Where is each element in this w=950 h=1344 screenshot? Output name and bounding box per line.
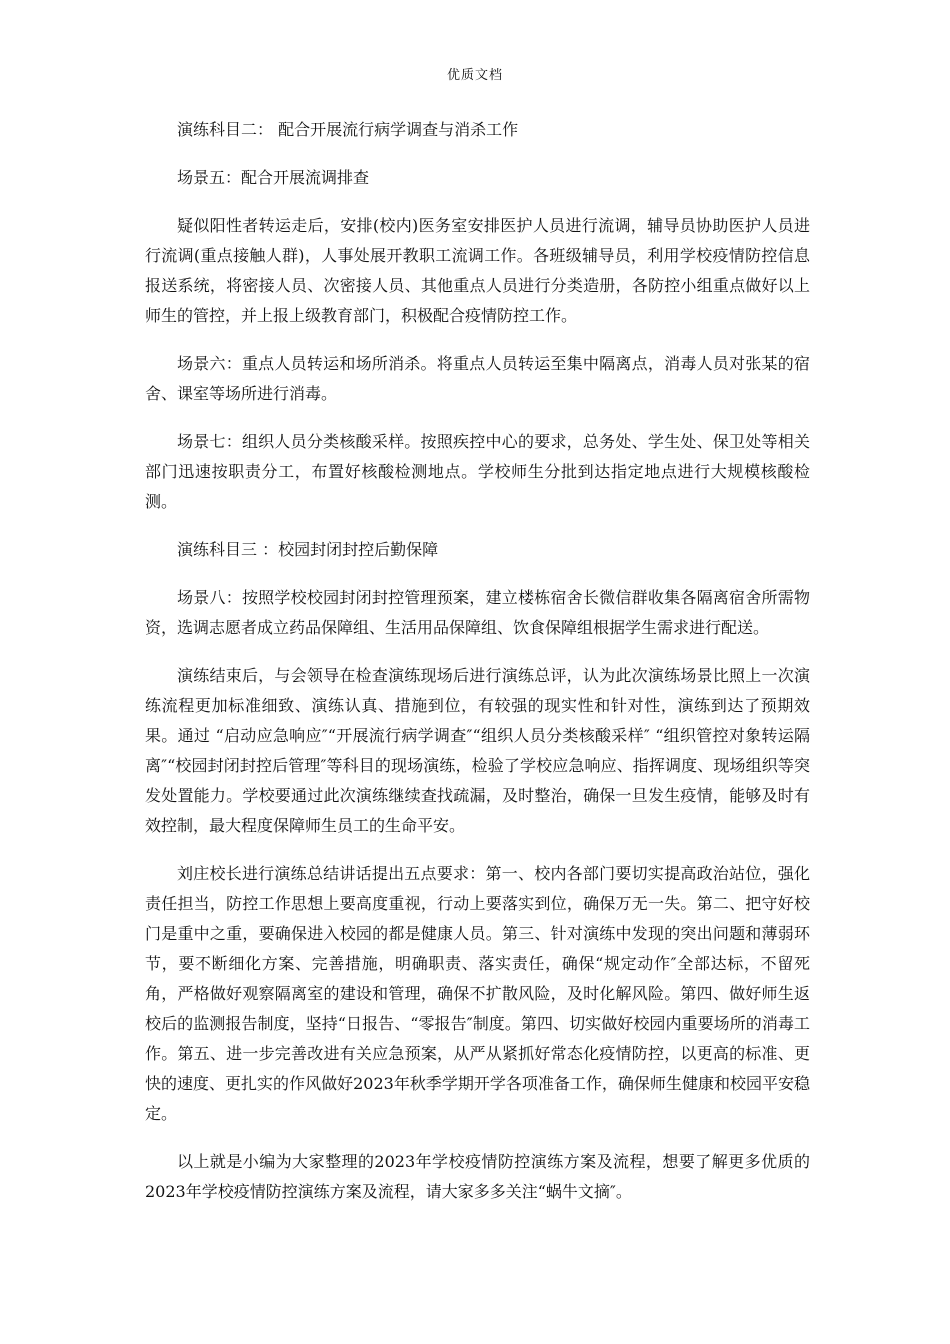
section-heading-drill-two: 演练科目二： 配合开展流行病学调查与消杀工作 (177, 120, 519, 139)
paragraph-closing: 以上就是小编为大家整理的2023年学校疫情防控演练方案及流程，想要了解更多优质的2023年学校疫情防控演练方案及流程，请大家多多关注“蜗牛文摘″。 (145, 1152, 810, 1201)
paragraph-scene-six: 场景六：重点人员转运和场所消杀。将重点人员转运至集中隔离点，消毒人员对张某的宿舍、课室等场所进行消毒。 (145, 354, 810, 403)
paragraph-scene-eight: 场景八：按照学校校园封闭封控管理预案，建立楼栋宿舍长微信群收集各隔离宿舍所需物资，选调志愿者成立药品保障组、生活用品保障组、饮食保障组根据学生需求进行配送。 (145, 588, 810, 637)
paragraph-drill-summary: 演练结束后，与会领导在检查演练现场后进行演练总评，认为此次演练场景比照上一次演练流程更加标准细致、演练认真、措施到位，有较强的现实性和针对性，演练到达了预期效果。通过 “启动应急响应″“开展流行病学调查″“组织人员分类核酸采样″ “组织管控对象转运隔离″“校园封闭封控后管理″等科目的现场演练，检验了学校应急响应、指挥调度、现场组织等突发处置能力。学校要通过此次演练继续查找疏漏，及时整治，确保一旦发生疫情，能够及时有效控制，最大程度保障师生员工的生命平安。 (145, 666, 810, 835)
paragraph-scene-seven: 场景七：组织人员分类核酸采样。按照疾控中心的要求，总务处、学生处、保卫处等相关部门迅速按职责分工，布置好核酸检测地点。学校师生分批到达指定地点进行大规模核酸检测。 (145, 432, 810, 511)
scene-five-heading: 场景五：配合开展流调排查 (177, 168, 370, 187)
section-heading-drill-three: 演练科目三 ：校园封闭封控后勤保障 (177, 540, 439, 559)
document-body (145, 115, 810, 1225)
page-header: 优质文档 (446, 68, 503, 83)
paragraph-scene-five: 疑似阳性者转运走后，安排(校内)医务室安排医护人员进行流调，辅导员协助医护人员进行流调(重点接触人群)，人事处展开教职工流调工作。各班级辅导员，利用学校疫情防控信息报送系统，将密接人员、次密接人员、其他重点人员进行分类造册，各防控小组重点做好以上师生的管控，并上报上级教育部门，积极配合疫情防控工作。 (145, 216, 810, 325)
paragraph-principal-requirements: 刘庄校长进行演练总结讲话提出五点要求：第一、校内各部门要切实提高政治站位，强化责任担当，防控工作思想上要高度重视，行动上要落实到位，确保万无一失。第二、把守好校门是重中之重，要确保进入校园的都是健康人员。第三、针对演练中发现的突出问题和薄弱环节，要不断细化方案、完善措施，明确职责、落实责任，确保“规定动作″全部达标，不留死角，严格做好观察隔离室的建设和管理，确保不扩散风险，及时化解风险。第四、做好师生返校后的监测报告制度，坚持“日报告、“零报告″制度。第四、切实做好校园内重要场所的消毒工作。第五、进一步完善改进有关应急预案，从严从紧抓好常态化疫情防控，以更高的标准、更快的速度、更扎实的作风做好2023年秋季学期开学各项准备工作，确保师生健康和校园平安稳定。 (145, 864, 810, 1123)
